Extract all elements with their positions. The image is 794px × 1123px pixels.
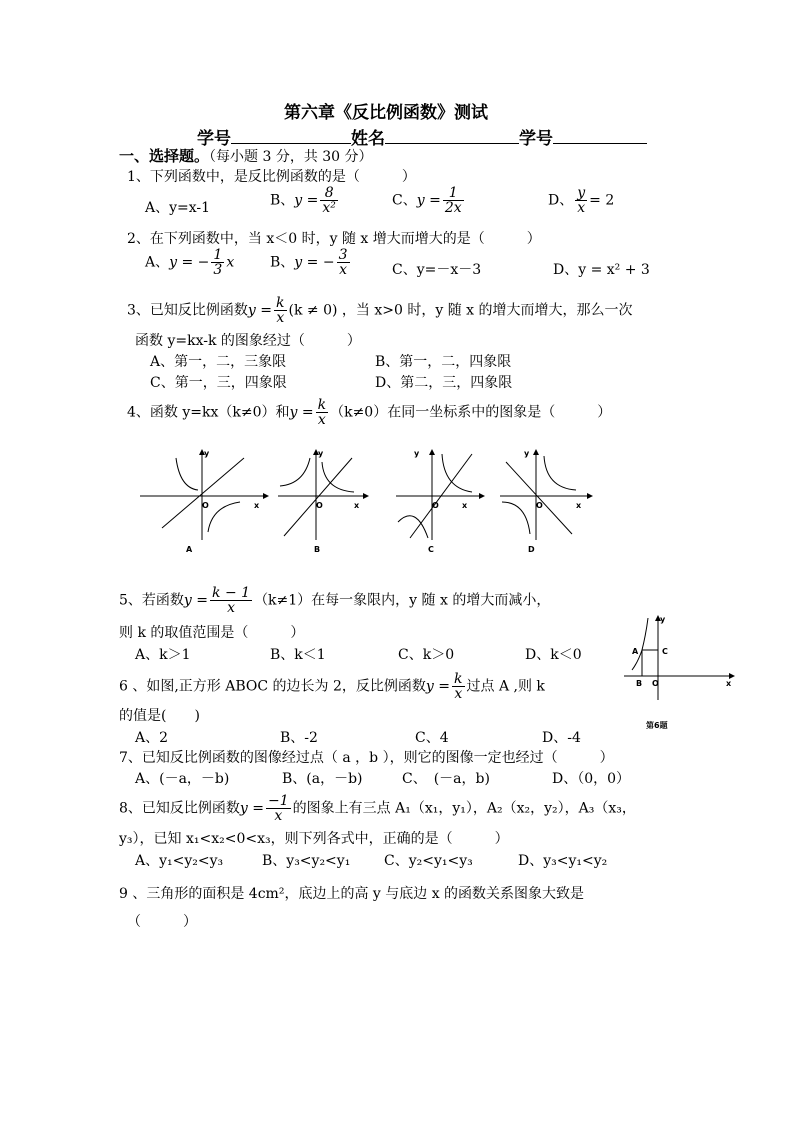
graph-d-label: D xyxy=(528,545,535,554)
q6-caption: 第6题 xyxy=(646,721,668,730)
q1-stem: 1、下列函数中，是反比例函数的是（ ） xyxy=(127,169,416,185)
q8-option-d: D、y₃<y₁<y₂ xyxy=(518,853,608,869)
q8-option-a: A、y₁<y₂<y₃ xyxy=(135,853,224,869)
student-no-blank[interactable] xyxy=(231,127,351,144)
q6-option-b: B、-2 xyxy=(280,730,318,746)
q1-option-a: A、y=x-1 xyxy=(145,200,211,216)
q8-stem: 8、已知反比例函数y = $\frac{-1}{x}$ 的图象上有三点 A₁（x₁，y₁），A₂（x₂，y₂），A₃（x₃， xyxy=(119,793,636,824)
q6-point-o: O xyxy=(652,679,659,688)
q7-stem: 7、已知反比例函数的图像经过点（ a ，b ），则它的图像一定也经过（ ） xyxy=(119,750,614,766)
q6-point-a: A xyxy=(632,647,639,656)
name-blank[interactable] xyxy=(385,127,519,144)
q3-line2: 函数 y=kx-k 的图象经过（ ） xyxy=(135,333,361,349)
q5-option-c: C、k＞0 xyxy=(398,647,455,663)
q7-option-a: A、(－a，－b) xyxy=(135,771,230,787)
q3-option-a: A、第一，二，三象限 xyxy=(150,354,287,370)
student-no-label-2: 学号 xyxy=(519,129,553,149)
q1-option-b: B、y = $\frac{8}{\text{x²}}$ xyxy=(270,185,336,216)
q9-stem: 9 、三角形的面积是 4cm²，底边上的高 y 与底边 x 的函数关系图象大致是 xyxy=(119,886,585,902)
graph-c-y-label: y xyxy=(414,449,420,458)
graph-b[interactable] xyxy=(278,449,368,554)
section-name: 一、选择题。 xyxy=(119,147,210,165)
student-info-row xyxy=(197,124,647,149)
graph-c[interactable] xyxy=(396,449,484,554)
student-no-label: 学号 xyxy=(197,129,231,149)
graph-a[interactable] xyxy=(140,449,268,554)
q6-point-b: B xyxy=(636,679,643,688)
graph-b-label: B xyxy=(314,545,321,554)
q5-option-a: A、k＞1 xyxy=(135,647,191,663)
graph-d[interactable] xyxy=(500,449,592,554)
q1-option-c: C、y = $\frac{1}{2x}$ xyxy=(392,185,462,216)
q7-option-d: D、（0，0） xyxy=(552,771,631,787)
graph-a-origin: O xyxy=(202,501,209,510)
graph-a-x-label: x xyxy=(254,501,260,510)
graph-d-origin: O xyxy=(536,501,543,510)
q7-option-b: B、(a，－b) xyxy=(282,771,363,787)
page-title: 第六章《反比例函数》测试 xyxy=(284,103,488,123)
section-heading xyxy=(119,148,373,165)
q6-y-label: y xyxy=(660,615,666,624)
graph-a-label: A xyxy=(186,545,193,554)
graph-c-label: C xyxy=(428,545,434,554)
q3-option-c: C、第一，三，四象限 xyxy=(150,375,287,391)
graph-c-x-label: x xyxy=(462,501,468,510)
q3-option-d: D、第二，三，四象限 xyxy=(375,375,513,391)
q5-stem: 5、若函数y = $\frac{k - 1}{x}$ （k≠1）在每一象限内，y 随 x 的增大而减小， xyxy=(119,585,551,616)
q6-option-c: C、4 xyxy=(415,730,449,746)
graph-b-origin: O xyxy=(316,501,323,510)
name-label: 姓名 xyxy=(351,129,385,149)
q3-stem: 3、已知反比例函数y = $\frac{k}{x}$ (k ≠ 0) ，当 x>0 时，y 随 x 的增大而增大，那么一次 xyxy=(127,295,633,326)
q6-stem: 6 、如图,正方形 ABOC 的边长为 2，反比例函数y = $\frac{k}{x}$ 过点 A ,则 k xyxy=(119,671,545,702)
q2-option-b: B、y = − $\frac{3}{x}$ xyxy=(270,247,348,278)
graph-a-y-label: y xyxy=(204,449,210,458)
q6-line2: 的值是( ) xyxy=(119,708,200,724)
graph-d-x-label: x xyxy=(576,501,582,510)
q8-option-c: C、y₂<y₁<y₃ xyxy=(384,853,473,869)
q4-stem: 4、函数 y=kx（k≠0）和y = $\frac{k}{x}$ （k≠0）在同一坐标系中的图象是（ ） xyxy=(127,397,612,428)
q9-line2: （ ） xyxy=(127,914,197,930)
graph-b-y-label: y xyxy=(318,449,324,458)
graph-c-origin: O xyxy=(432,501,439,510)
q6-figure xyxy=(622,610,740,732)
q5-line2: 则 k 的取值范围是（ ） xyxy=(119,625,305,641)
q1-option-d: D、 $\frac{y}{x}$ = 2 xyxy=(548,185,615,216)
q5-option-b: B、k＜1 xyxy=(270,647,326,663)
q6-option-a: A、2 xyxy=(135,730,169,746)
section-note: （每小题 3 分，共 30 分） xyxy=(209,149,373,165)
q4-graphs xyxy=(128,440,598,560)
q8-option-b: B、y₃<y₂<y₁ xyxy=(262,853,351,869)
q2-option-d: D、y = x² + 3 xyxy=(553,262,650,278)
q3-option-b: B、第一，二，四象限 xyxy=(375,354,512,370)
q5-option-d: D、k＜0 xyxy=(525,647,582,663)
q2-option-c: C、y=－x－3 xyxy=(392,262,482,278)
q6-option-d: D、-4 xyxy=(542,730,581,746)
q6-point-c: C xyxy=(662,647,668,656)
student-no-blank-2[interactable] xyxy=(553,127,647,144)
graph-b-x-label: x xyxy=(354,501,360,510)
q6-x-label: x xyxy=(726,679,732,688)
q2-stem: 2、在下列函数中，当 x＜0 时，y 随 x 增大而增大的是（ ） xyxy=(127,231,541,247)
q2-option-a: A、y = − $\frac{1}{3}$ x xyxy=(145,247,235,278)
q7-option-c: C、 (－a，b) xyxy=(402,771,490,787)
q8-line2: y₃），已知 x₁<x₂<0<x₃，则下列各式中，正确的是（ ） xyxy=(119,831,509,847)
graph-d-y-label: y xyxy=(524,449,530,458)
